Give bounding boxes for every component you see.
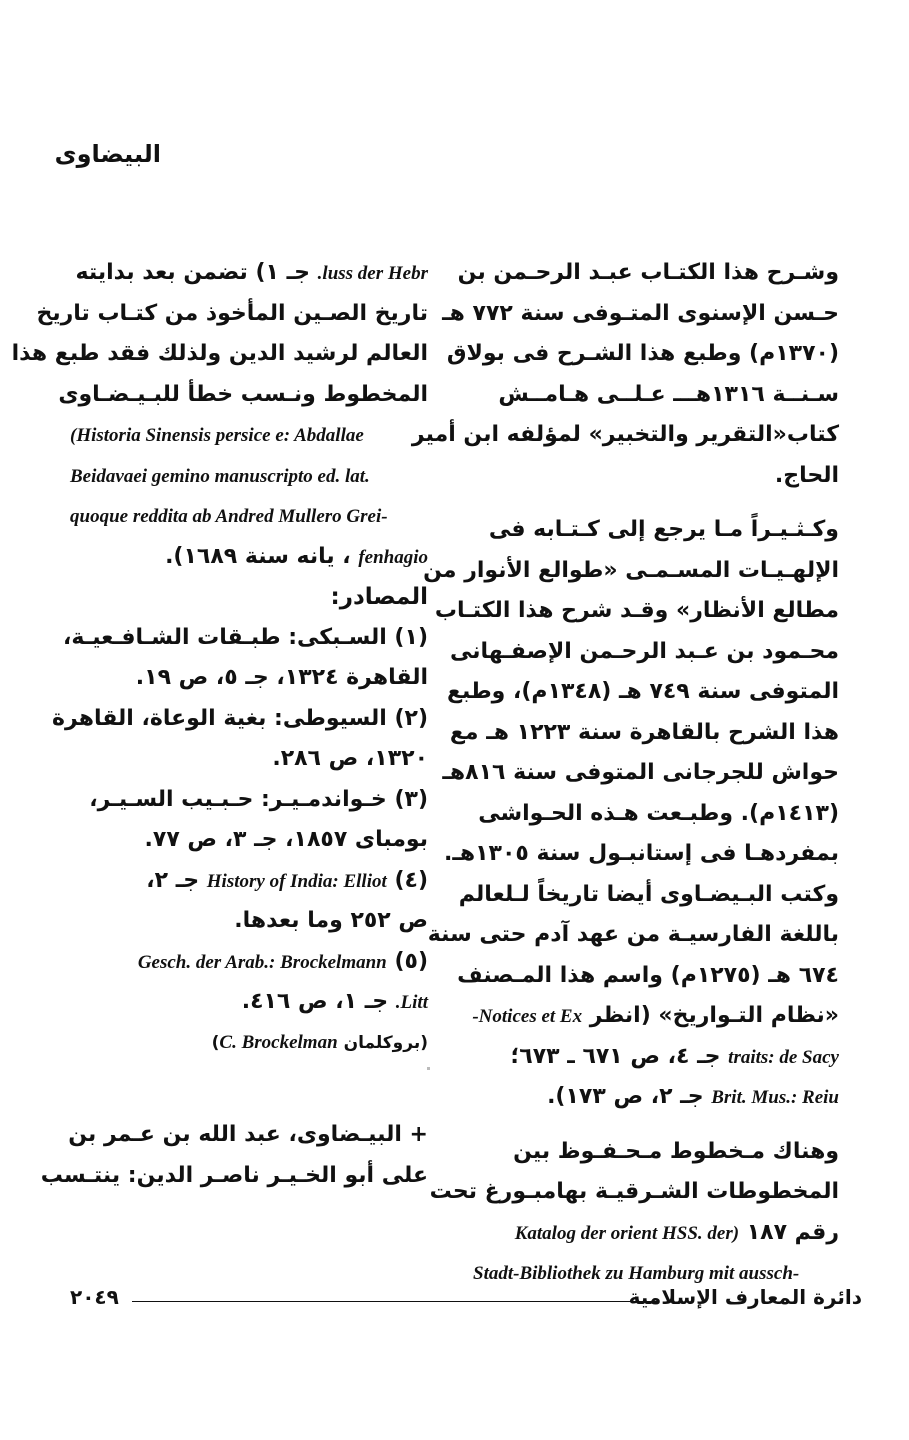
footer-rule [132, 1301, 657, 1302]
author-name-latin: C. Brockelman [219, 1031, 338, 1053]
text-line-latin [70, 415, 428, 456]
running-header: البيضاوى [54, 140, 161, 168]
text-line: الإلهـيـات المسـمـى «طوالع الأنوار من [423, 557, 839, 583]
page-number: ٢٠٤٩ [70, 1285, 119, 1309]
source-entry: بومباى ١٨٥٧، جـ ٣، ص ٧٧. [144, 827, 428, 852]
text-line: العالم لرشيد الدين ولذلك فقد طبع هذا [11, 341, 428, 366]
source-entry: (١) السـبكى: طبـقات الشـافـعيـة، [62, 624, 428, 650]
text-line: حـسن الإسنوى المتـوفى سنة ٧٧٢ هـ [442, 300, 839, 326]
author-name-arabic: بروكلمان [343, 1032, 421, 1053]
text-line-latin [70, 496, 428, 537]
text-line: المتوفى سنة ٧٤٩ هـ (١٣٤٨م)، وطبع [446, 679, 839, 704]
text-line: حواش للجرجانى المتوفى سنة ٨١٦هـ [442, 760, 839, 785]
text-line: وشـرح هذا الكتـاب عبـد الرحـمن بن [457, 260, 839, 285]
latin-segment: Stadt-Bibliothek zu Hamburg mit aussch- [473, 1263, 800, 1284]
text-line: وكتب البـيضـاوى أيضا تاريخاً لـلعالم [458, 881, 839, 907]
latin-segment: (Katalog der orient HSS. der [514, 1222, 740, 1244]
scan-dot [427, 1067, 430, 1070]
text-line: باللغة الفارسيـة من عهد آدم حتى سنة [427, 922, 839, 947]
arabic-segment: جـ ١) تضمن بعد بدايته [75, 260, 310, 285]
text-line: بمفردهـا فى إستانبـول سنة ١٣٠٥هـ. [443, 841, 839, 866]
arabic-segment: رقم ١٨٧ [746, 1219, 839, 1245]
source-entry: (٣) خـواندمـيـر: حـبـيب السـيـر، [89, 786, 428, 812]
latin-segment: luss der Hebr. [317, 263, 428, 284]
latin-segment: Notices et Ex- [472, 1006, 583, 1027]
text-line: (١٤١٣م). وطبـعت هـذه الحـواشى [478, 800, 839, 826]
text-line-mixed [473, 1213, 839, 1254]
text-line: ٦٧٤ هـ (١٢٧٥م) واسم هذا المـصنف [457, 962, 839, 988]
arabic-segment: «نظام التـواريخ» (انظر [589, 1003, 839, 1028]
arabic-segment: (٥) [394, 948, 428, 974]
left-column [11, 253, 428, 1196]
text-line: محـمود بن عـبد الرحـمن الإصفـهانى [449, 638, 839, 664]
arabic-segment: ، يانه سنة ١٦٨٩). [165, 543, 351, 569]
source-entry: ص ٢٥٢ وما بعدها. [234, 908, 428, 933]
latin-segment: Brit. Mus.: Reiu [711, 1087, 839, 1108]
text-line: (١٣٧٠م) وطبع هذا الشـرح فى بولاق [446, 341, 839, 366]
text-line-mixed [70, 253, 428, 294]
arabic-segment: جـ ٢، ص ١٧٣). [547, 1084, 704, 1109]
latin-segment: quoque reddita ab Andred Mullero Grei- [70, 506, 388, 527]
latin-segment: traits: de Sacy [728, 1046, 839, 1068]
text-line-mixed [473, 1037, 839, 1078]
new-entry-line: + البيـضاوى، عبد الله بن عـمر بن [68, 1122, 428, 1147]
text-line: هذا الشرح بالقاهرة سنة ١٢٢٣ هـ مع [449, 719, 839, 745]
text-line: كتاب«التقرير والتخبير» لمؤلفه ابن أمير [411, 422, 839, 447]
latin-segment: History of India: Elliot [206, 870, 387, 892]
text-line-mixed [70, 537, 428, 578]
text-line: تاريخ الصـين المأخوذ من كتـاب تاريخ [36, 300, 428, 326]
source-entry: (٢) السيوطى: بغية الوعاة، القاهرة [52, 705, 428, 731]
new-entry-line: على أبو الخـيـر ناصـر الدين: ينتـسب [40, 1162, 428, 1188]
arabic-segment: (٤) [394, 867, 428, 893]
text-line: المخطوطات الشـرقيـة بهامبـورغ تحت [429, 1179, 839, 1204]
latin-segment: fenhagio [358, 546, 428, 568]
text-line: مطالع الأنظار» وقـد شرح هذا الكتـاب [434, 598, 839, 623]
text-line: المخطوط ونـسب خطأ للبـيـضـاوى [58, 381, 428, 407]
text-line: وهناك مـخطوط مـحـفـوظ بين [513, 1138, 839, 1164]
arabic-segment: جـ ٢، [146, 867, 200, 893]
latin-segment: Beidavaei gemino manuscripto ed. lat. [70, 465, 370, 487]
latin-segment: Litt. [395, 992, 428, 1013]
text-line-mixed [473, 1077, 839, 1118]
arabic-segment: جـ ١، ص ٤١٦. [241, 989, 389, 1014]
author-signature: (بروكلمان C. Brockelman) [211, 1031, 428, 1053]
text-line: وكـثـيـراً مـا يرجع إلى كـتـابه فى [488, 517, 839, 542]
arabic-segment: جـ ٤، ص ٦٧١ ـ ٦٧٣؛ [510, 1043, 721, 1069]
source-entry-mixed [70, 982, 428, 1023]
page-footer [70, 1285, 862, 1315]
text-line-latin [70, 456, 428, 497]
text-line: سـنــة ١٣١٦هـــ عـلــى هـامــش [498, 381, 839, 407]
source-entry-mixed [70, 861, 428, 902]
text-line-mixed [473, 996, 839, 1037]
sources-heading: المصادر: [330, 584, 428, 610]
text-line: الحاج. [774, 462, 839, 488]
source-entry: القاهرة ١٣٢٤، جـ ٥، ص ١٩. [135, 665, 428, 690]
source-entry: ١٣٢٠، ص ٢٨٦. [272, 746, 428, 771]
latin-segment: (Historia Sinensis persice e: Abdallae [70, 425, 364, 446]
latin-segment: Gesch. der Arab.: Brockelmann [137, 951, 387, 973]
journal-title: دائرة المعارف الإسلامية [628, 1285, 862, 1309]
source-entry-mixed [70, 942, 428, 983]
